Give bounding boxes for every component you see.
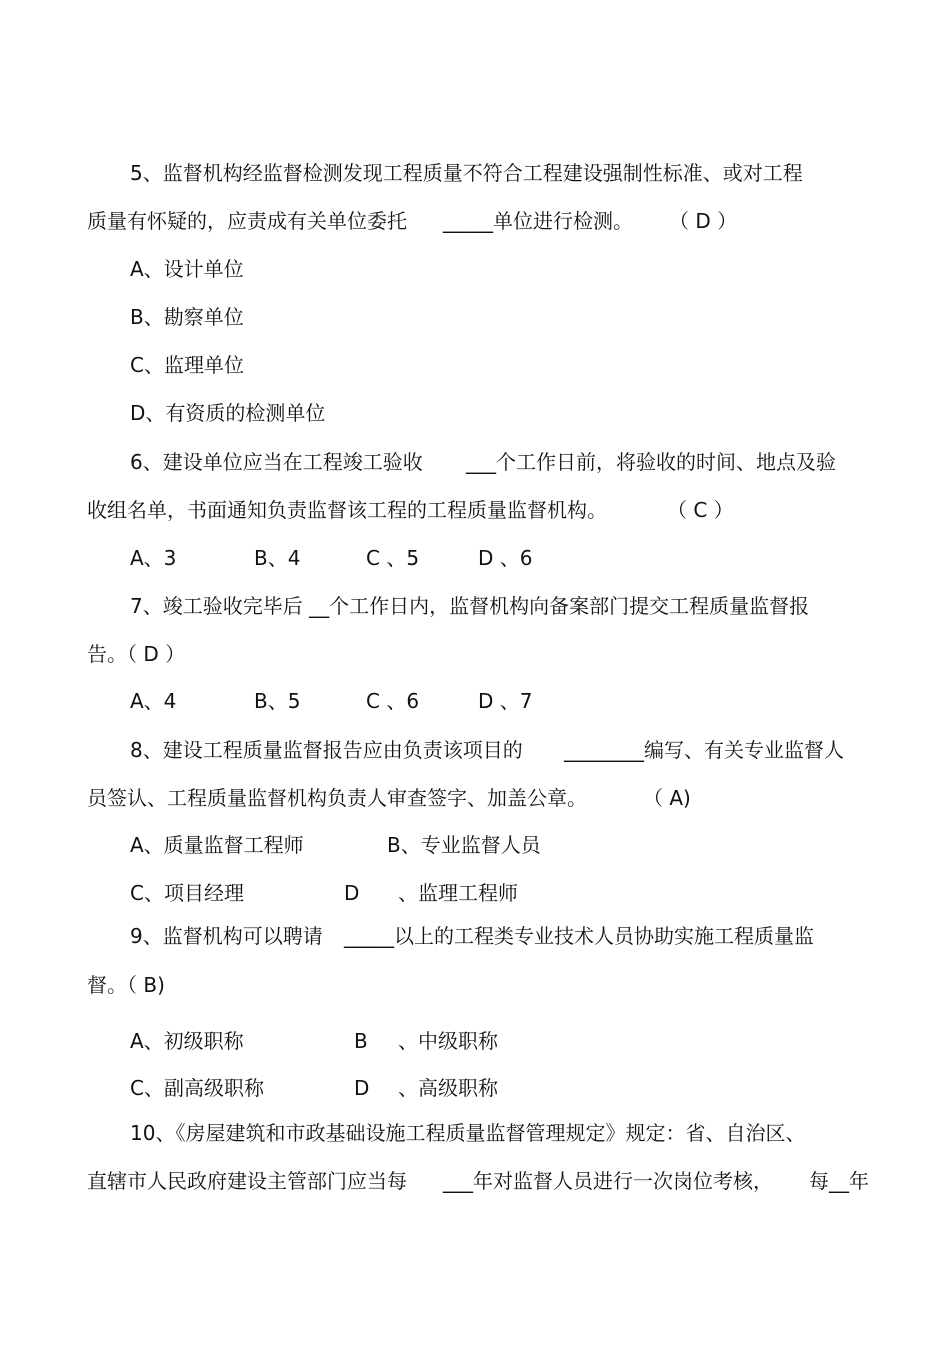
q9-option-d-letter: D bbox=[354, 1076, 370, 1100]
q7-option-a: A、4 bbox=[130, 689, 177, 713]
q7-option-b: B、5 bbox=[254, 689, 301, 713]
q6-option-d: D 、6 bbox=[478, 546, 533, 570]
q5-option-b: B、勘察单位 bbox=[130, 305, 244, 329]
q7-line2: 告。（ D ） bbox=[87, 642, 186, 666]
q9-option-c: C、副高级职称 bbox=[130, 1076, 264, 1100]
q8-answer: （ A) bbox=[643, 786, 691, 810]
q5-option-a: A、设计单位 bbox=[130, 257, 244, 281]
q8-option-b: B、专业监督人员 bbox=[387, 833, 541, 857]
q6-option-c: C 、5 bbox=[366, 546, 420, 570]
q9-option-b-text: 、中级职称 bbox=[398, 1029, 498, 1053]
q5-line1: 5、监督机构经监督检测发现工程质量不符合工程建设强制性标准、或对工程 bbox=[130, 161, 803, 185]
q5-line2-text: 质量有怀疑的，应责成有关单位委托 bbox=[87, 209, 407, 233]
q6-line1-blank: ___个工作日前，将验收的时间、地点及验 bbox=[466, 450, 836, 474]
q10-line2-end: 每__年 bbox=[809, 1169, 869, 1193]
q10-line2-blank: ___年对监督人员进行一次岗位考核， bbox=[443, 1169, 773, 1193]
q8-line1-text: 8、建设工程质量监督报告应由负责该项目的 bbox=[130, 738, 523, 762]
q5-option-c: C、监理单位 bbox=[130, 353, 244, 377]
q5-line2-blank: _____单位进行检测。 bbox=[443, 209, 633, 233]
q6-answer: （ C ） bbox=[667, 498, 734, 522]
q10-line2-text: 直辖市人民政府建设主管部门应当每 bbox=[87, 1169, 407, 1193]
q5-option-d: D、有资质的检测单位 bbox=[130, 401, 326, 425]
q7-option-d: D 、7 bbox=[478, 689, 533, 713]
q8-line1-blank: ________编写、有关专业监督人 bbox=[564, 738, 844, 762]
q8-option-a: A、质量监督工程师 bbox=[130, 833, 304, 857]
q6-option-a: A、3 bbox=[130, 546, 177, 570]
q10-line1: 10、《房屋建筑和市政基础设施工程质量监督管理规定》规定：省、自治区、 bbox=[130, 1121, 806, 1145]
q6-line2-text: 收组名单，书面通知负责监督该工程的工程质量监督机构。 bbox=[87, 498, 607, 522]
q7-option-c: C 、6 bbox=[366, 689, 420, 713]
q9-option-a: A、初级职称 bbox=[130, 1029, 244, 1053]
q8-option-c: C、项目经理 bbox=[130, 881, 244, 905]
q6-line1-text: 6、建设单位应当在工程竣工验收 bbox=[130, 450, 423, 474]
q9-line2: 督。（ B) bbox=[87, 973, 165, 997]
q9-option-d-text: 、高级职称 bbox=[398, 1076, 498, 1100]
q9-option-b-letter: B bbox=[354, 1029, 368, 1053]
q7-line1: 7、竣工验收完毕后 __个工作日内，监督机构向备案部门提交工程质量监督报 bbox=[130, 594, 810, 618]
q9-line1-text: 9、监督机构可以聘请 bbox=[130, 924, 323, 948]
q9-line1-blank: _____以上的工程类专业技术人员协助实施工程质量监 bbox=[344, 924, 814, 948]
q8-option-d-text: 、监理工程师 bbox=[398, 881, 518, 905]
q5-answer: （ D ） bbox=[669, 209, 738, 233]
q6-option-b: B、4 bbox=[254, 546, 301, 570]
q8-line2-text: 员签认、工程质量监督机构负责人审查签字、加盖公章。 bbox=[87, 786, 587, 810]
q8-option-d-letter: D bbox=[344, 881, 360, 905]
